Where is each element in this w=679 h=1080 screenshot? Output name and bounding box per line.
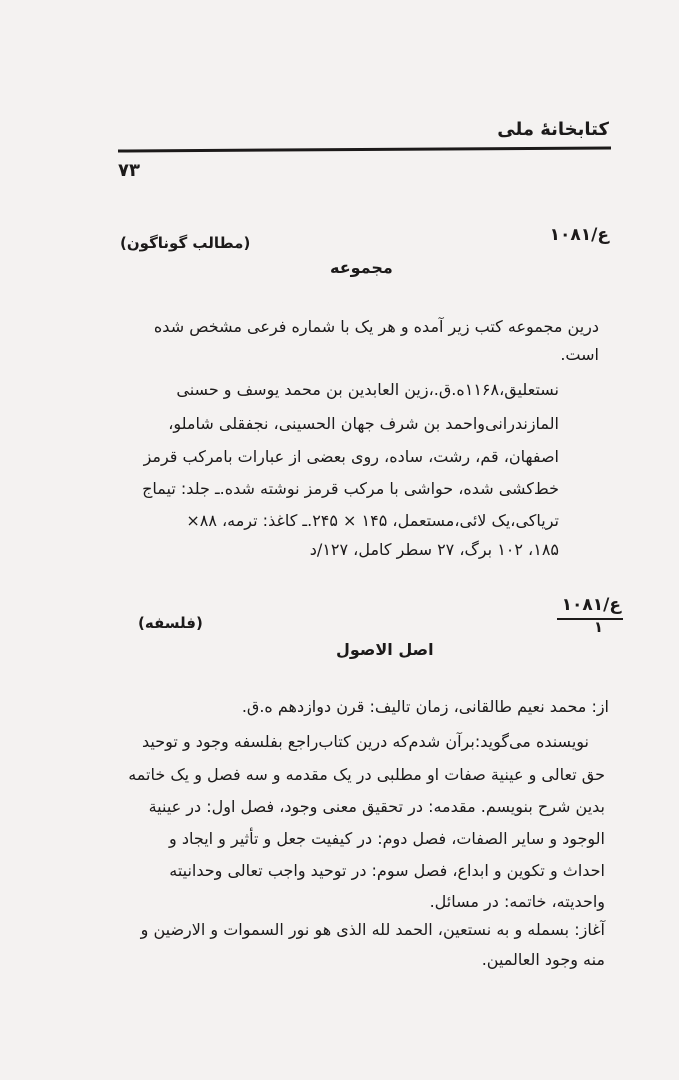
entry1-line: ۱۸۵، ۱۰۲ برگ، ۲۷ سطر کامل، ۱۲۷/د [309,540,559,559]
page-number: ۷۳ [118,160,140,181]
entry2-category: (فلسفه) [138,614,203,632]
entry1-category: (مطالب گوناگون) [120,234,251,252]
entry2-line: الوجود و سایر الصفات، فصل دوم: در کیفیت جعل و تأثیر و ایجاد و [169,829,605,848]
entry1-line: تریاکی،یک لائی،مستعمل، ۱۴۵ × ۲۴۵.ـ کاغذ: ترمه، ۸۸× [186,511,559,530]
entry2-code-rule [557,618,623,620]
entry2-line: آغاز: بسمله و به نستعین، الحمد لله الذی هو نور السموات و الارضین و [140,920,605,939]
entry2-line: احداث و تکوین و ابداع، فصل سوم: در توحید واجب تعالی وحدانیته [169,861,605,880]
entry2-line: منه وجود العالمین. [481,950,605,969]
entry2-sub-number: ۱ [593,618,603,636]
entry1-line: نستعلیق،۱۱۶۸ه.ق.،زین العابدین بن محمد یوسف و حسنی [176,380,559,399]
entry1-line: المازندرانی‌واحمد بن شرف جهان الحسینی، نجفقلی شاملو، [168,414,559,433]
entry1-code: ع/۱۰۸۱ [549,225,609,245]
entry1-line: درین مجموعه کتب زیر آمده و هر یک با شماره فرعی مشخص شده [153,317,599,336]
library-name: کتابخانهٔ ملی [497,119,609,140]
entry2-line: بدین شرح بنویسم. مقدمه: در تحقیق معنی وجود، فصل اول: در عینیة [148,797,605,816]
header-rule [118,146,611,152]
entry2-line: حق تعالی و عینیة صفات او مطلبی در یک مقدمه و سه فصل و یک خاتمه [128,765,605,784]
entry1-line: است. [560,345,599,364]
entry1-line: اصفهان، قم، رشت، ساده، روی بعضی از عبارات بامرکب قرمز [143,447,559,466]
entry2-title: اصل الاصول [336,640,434,659]
entry2-line: از: محمد نعیم طالقانی، زمان تالیف: قرن دوازدهم ه.ق. [241,697,609,716]
entry1-line: خط‌کشی شده، حواشی با مرکب قرمز نوشته شده.ـ جلد: تیماج [142,479,559,498]
entry2-code: ع/۱۰۸۱ [561,595,621,615]
entry1-title: مجموعه [330,258,393,277]
entry2-line: نویسنده می‌گوید:برآن شدم‌که درین کتاب‌راجع بفلسفه وجود و توحید [142,732,589,751]
entry2-line: واحدیته، خاتمه: در مسائل. [429,892,605,911]
